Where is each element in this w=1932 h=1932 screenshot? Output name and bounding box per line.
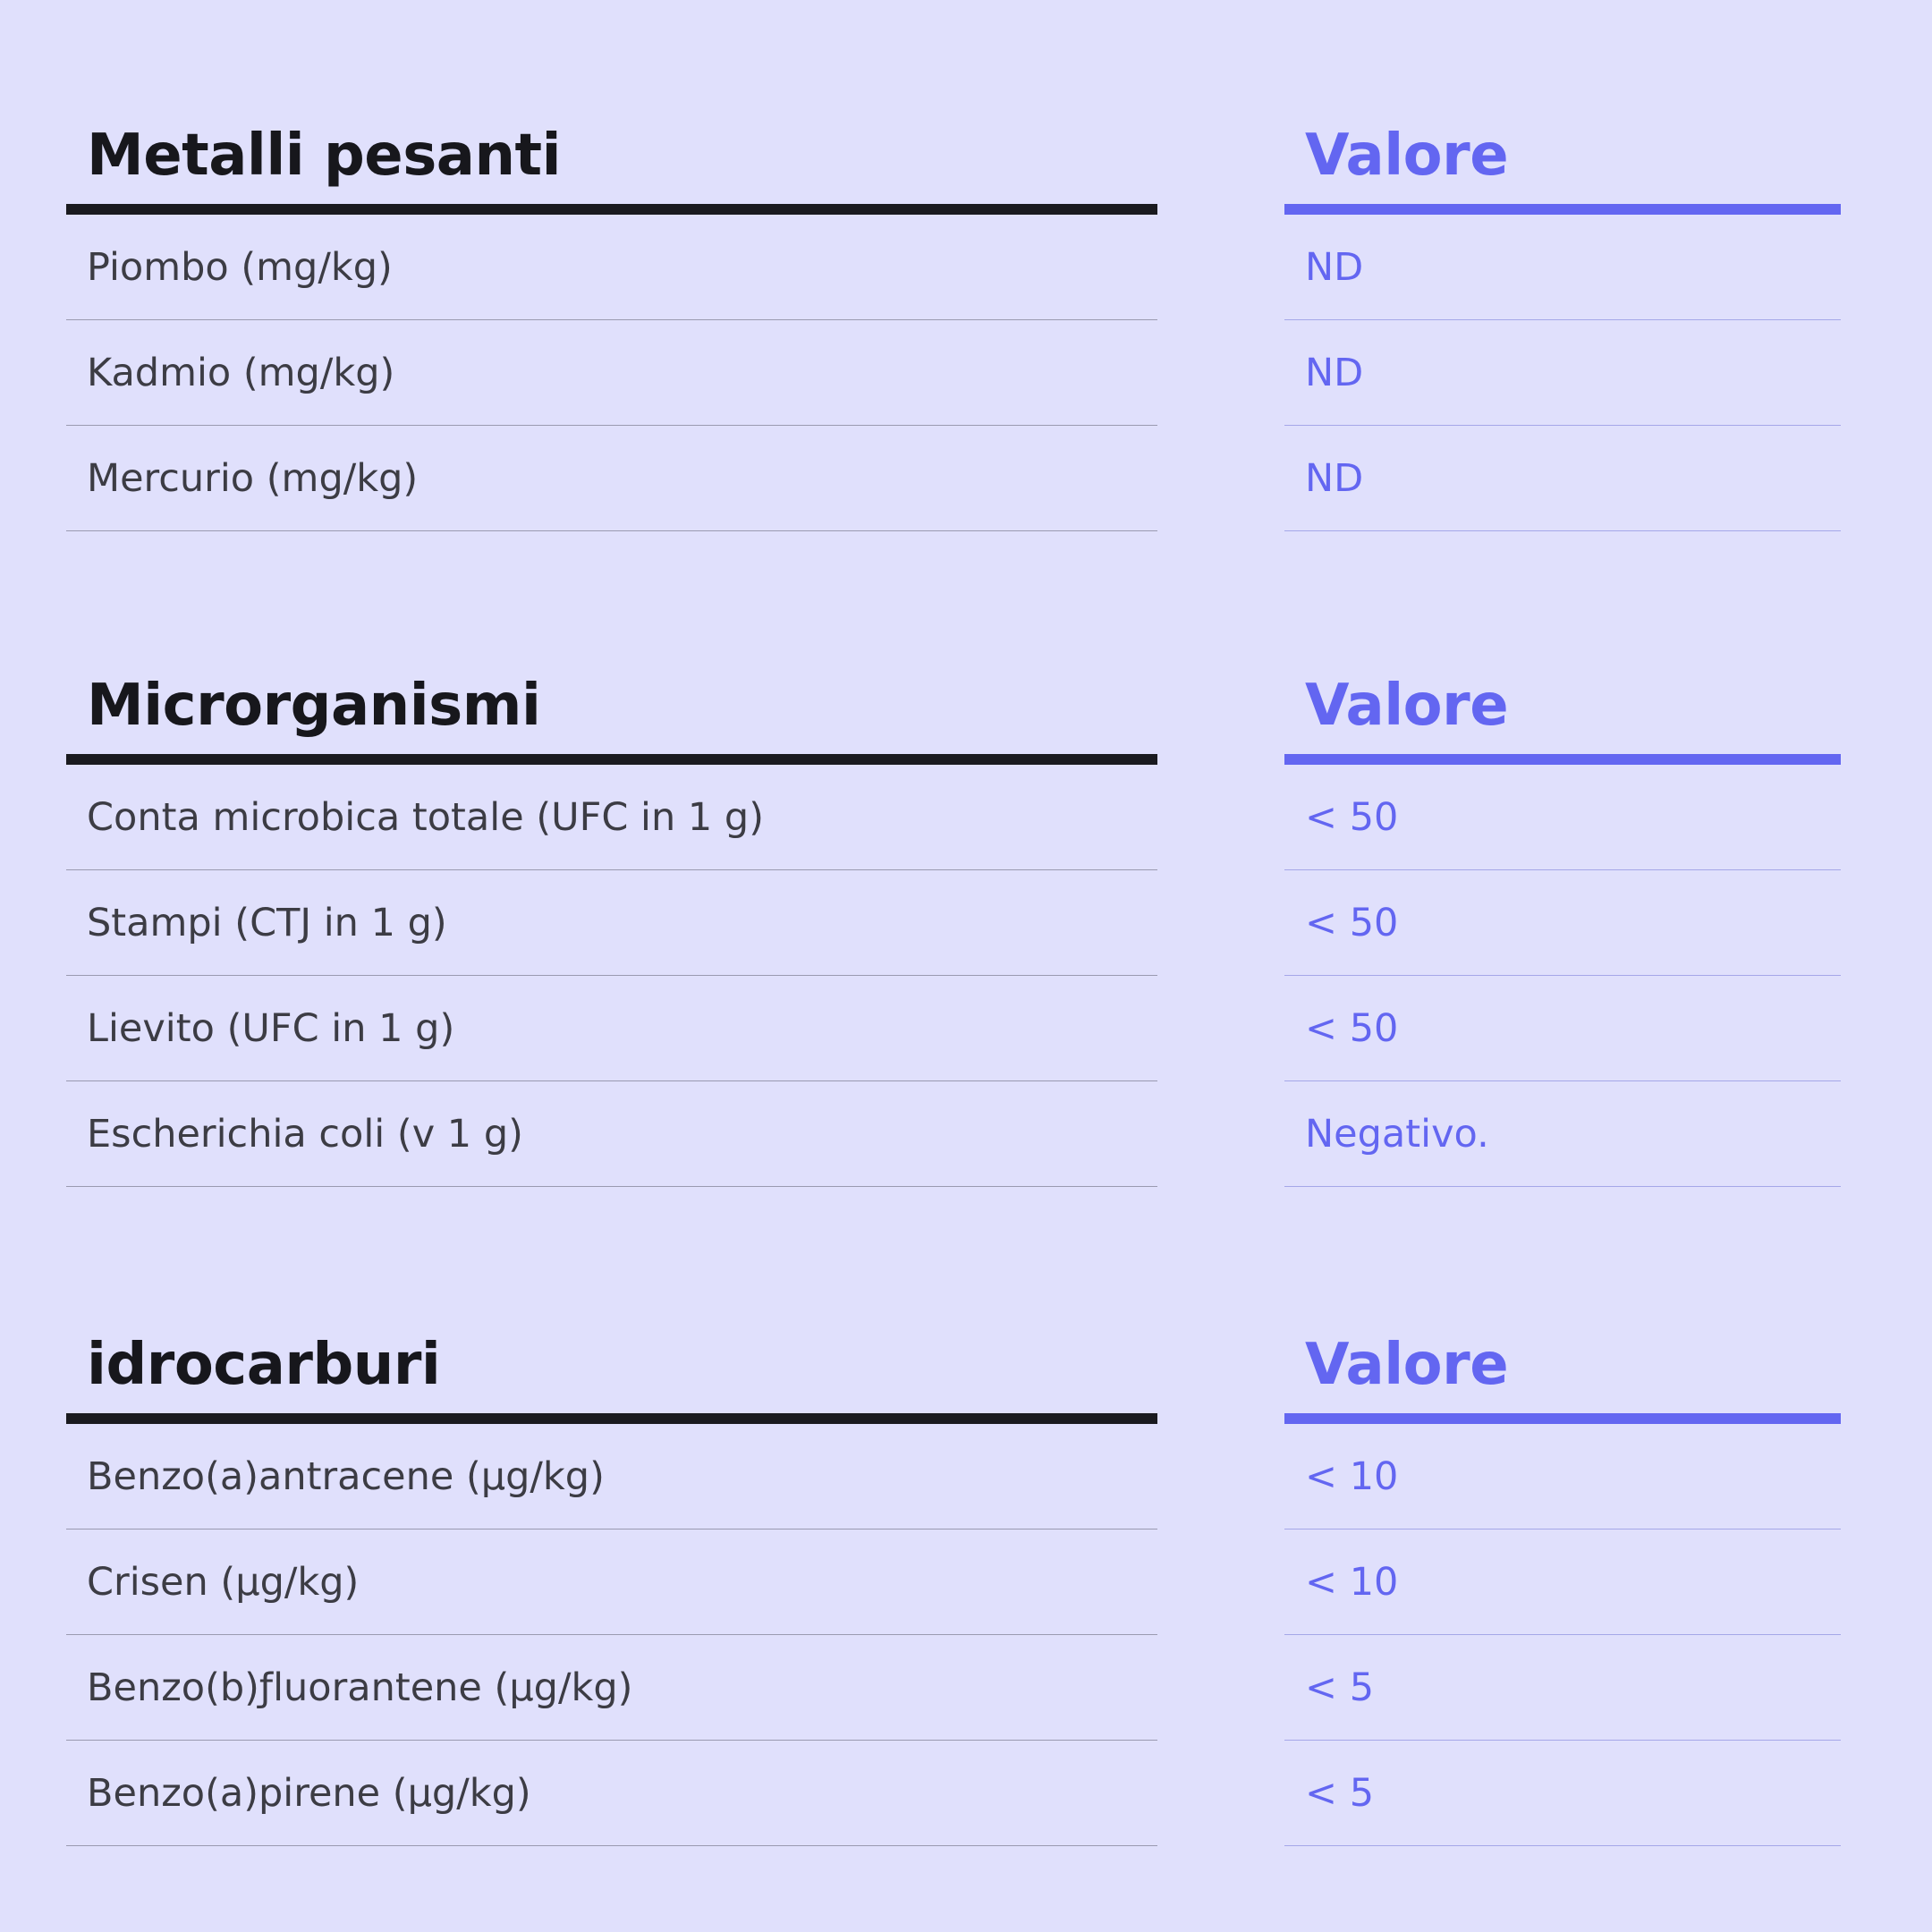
parameter-label: Crisen (µg/kg) [87, 1560, 360, 1605]
section-title: idrocarburi [87, 1332, 441, 1398]
parameter-label: Mercurio (mg/kg) [87, 456, 419, 501]
table-row [66, 1741, 1157, 1846]
parameter-value: < 5 [1305, 1665, 1375, 1710]
section-heading [66, 657, 1157, 765]
value-column [1284, 107, 1841, 531]
section-heading [66, 1317, 1157, 1424]
section-title: Metalli pesanti [87, 123, 562, 189]
parameter-label: Piombo (mg/kg) [87, 245, 393, 290]
parameter-value: < 5 [1305, 1771, 1375, 1816]
table-row [66, 1081, 1157, 1187]
parameter-label: Stampi (CTJ in 1 g) [87, 901, 447, 945]
table-row [1284, 215, 1841, 320]
table-row [1284, 1635, 1841, 1741]
parameter-value: < 10 [1305, 1454, 1399, 1499]
table-row [1284, 1081, 1841, 1187]
table-row [66, 1424, 1157, 1530]
table-row [1284, 320, 1841, 426]
value-header: Valore [1305, 673, 1509, 739]
parameter-value: ND [1305, 245, 1364, 290]
section-heading [66, 107, 1157, 215]
parameter-value: Negativo. [1305, 1112, 1489, 1157]
value-heading [1284, 1317, 1841, 1424]
table-row [66, 215, 1157, 320]
parameter-label: Benzo(b)ƒluorantene (µg/kg) [87, 1665, 633, 1710]
parameter-column [66, 657, 1157, 1187]
table-row [1284, 1530, 1841, 1635]
parameter-value: ND [1305, 456, 1364, 501]
table-row [1284, 1741, 1841, 1846]
table-row [1284, 1424, 1841, 1530]
parameter-column [66, 1317, 1157, 1846]
table-row [66, 870, 1157, 976]
parameter-column [66, 107, 1157, 531]
parameter-value: < 50 [1305, 795, 1399, 840]
table-row [66, 1530, 1157, 1635]
value-header: Valore [1305, 123, 1509, 189]
table-row [66, 426, 1157, 531]
table-row [66, 765, 1157, 870]
table-row [66, 320, 1157, 426]
parameter-label: Conta microbica totale (UFC in 1 g) [87, 795, 764, 840]
value-column [1284, 657, 1841, 1187]
parameter-value: < 50 [1305, 1006, 1399, 1051]
section-title: Microrganismi [87, 673, 541, 739]
parameter-label: Benzo(a)antracene (µg/kg) [87, 1454, 605, 1499]
table-row [1284, 976, 1841, 1081]
parameter-label: Escherichia coli (v 1 g) [87, 1112, 523, 1157]
parameter-label: Kadmio (mg/kg) [87, 351, 395, 395]
table-row [1284, 426, 1841, 531]
parameter-label: Lievito (UFC in 1 g) [87, 1006, 455, 1051]
table-row [1284, 765, 1841, 870]
parameter-value: ND [1305, 351, 1364, 395]
parameter-label: Benzo(a)pirene (µg/kg) [87, 1771, 531, 1816]
parameter-value: < 10 [1305, 1560, 1399, 1605]
value-column [1284, 1317, 1841, 1846]
parameter-value: < 50 [1305, 901, 1399, 945]
value-heading [1284, 657, 1841, 765]
table-row [66, 976, 1157, 1081]
value-heading [1284, 107, 1841, 215]
table-row [66, 1635, 1157, 1741]
value-header: Valore [1305, 1332, 1509, 1398]
table-row [1284, 870, 1841, 976]
